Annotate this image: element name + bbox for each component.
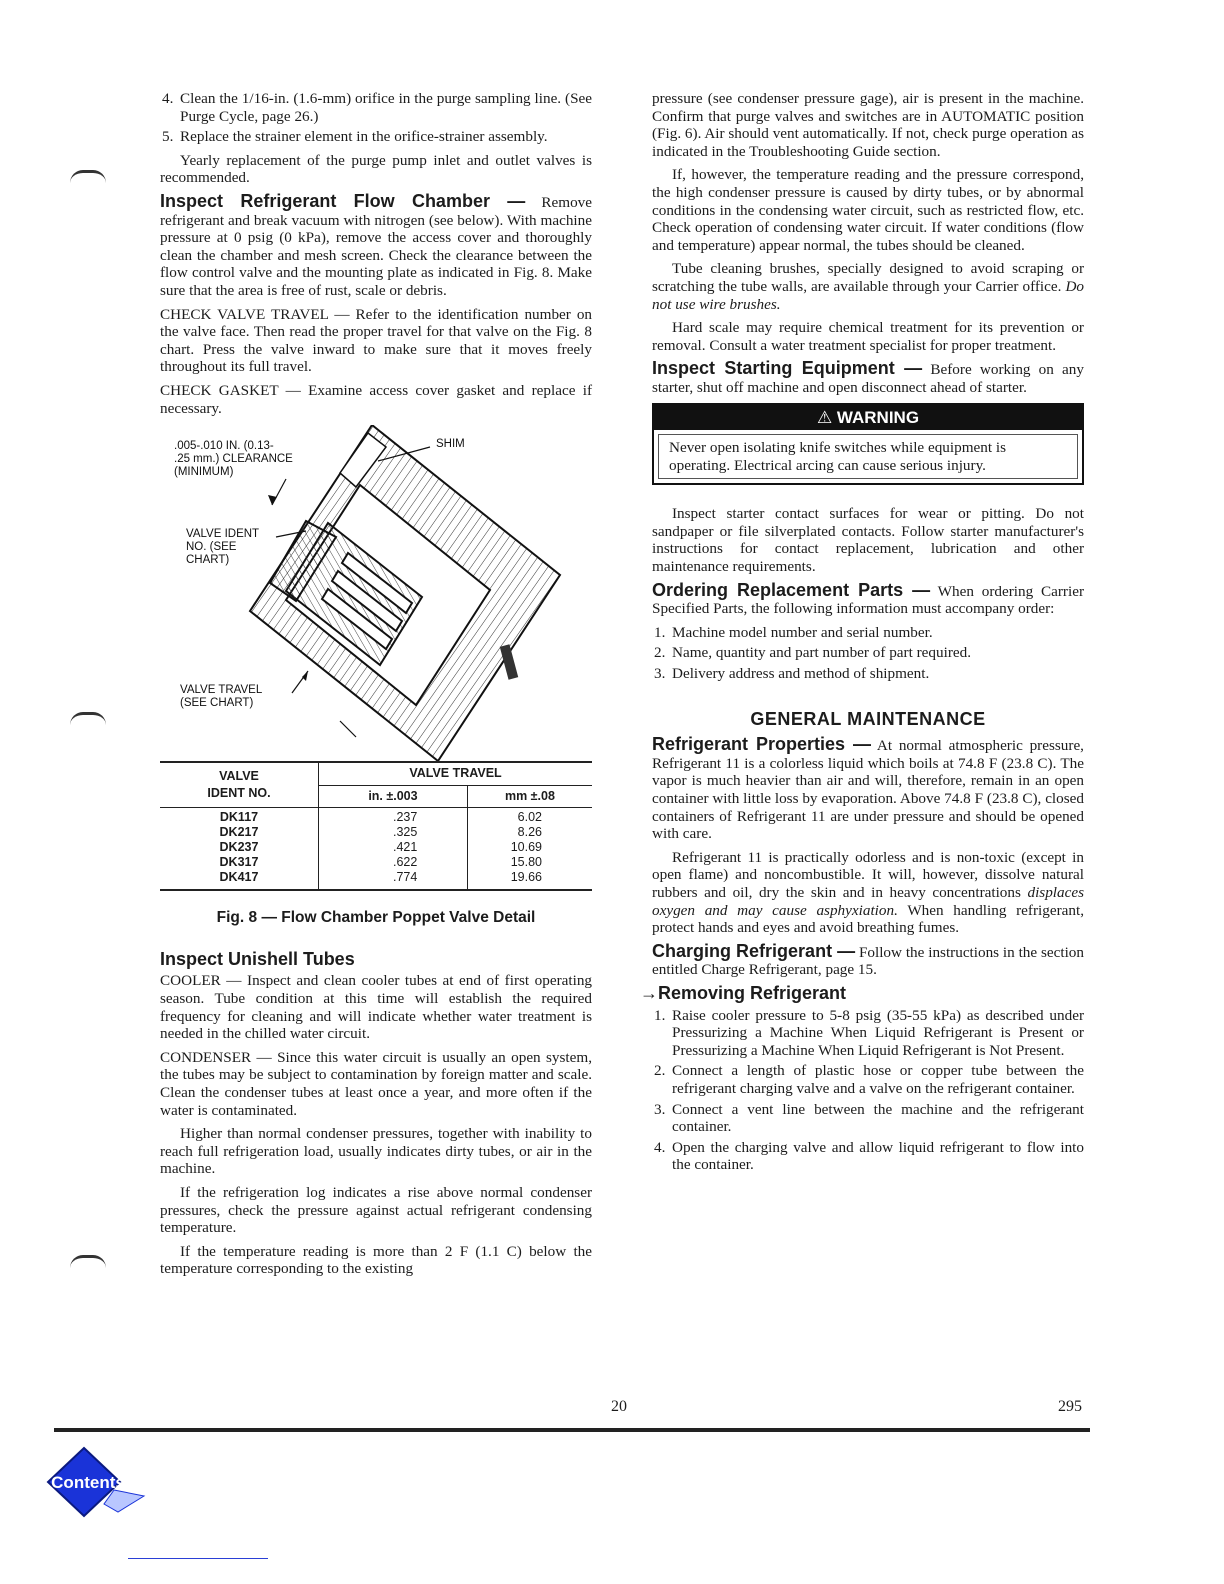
- valve-travel-table: [160, 761, 592, 891]
- section-heading: Charging Refrigerant —: [652, 940, 856, 961]
- figure-label: NO. (SEE: [186, 541, 237, 554]
- list-item: 4. Clean the 1/16-in. (1.6-mm) orifice in the purge sampling line. (See Purge Cycle, page 26.): [162, 90, 592, 125]
- figure-label: (MINIMUM): [174, 466, 234, 479]
- section-heading: Refrigerant Properties —: [652, 734, 871, 755]
- yearly-paragraph: Yearly replacement of the purge pump inlet and outlet valves is recommended.: [160, 151, 592, 187]
- binder-hole-mark: [70, 170, 106, 183]
- document-number: 295: [1058, 1398, 1082, 1415]
- list-item: 1. Raise cooler pressure to 5-8 psig (35-55 kPa) as described under Pressurizing a Machine When Liquid Refrigerant is Present or Pressurizing a Machine When Liquid Refrigerant is Not Present.: [654, 1006, 1084, 1059]
- right-column: [640, 90, 1085, 1180]
- ordering-list: [652, 624, 1084, 683]
- ordering-paragraph: Ordering Replacement Parts — When ordering Carrier Specified Parts, the following information must accompany order:: [652, 579, 1085, 618]
- warning-text: Never open isolating knife switches while equipment is operating. Electrical arcing can cause serious injury.: [658, 434, 1078, 479]
- table-header: VALVE TRAVEL: [319, 762, 593, 785]
- figure-label: VALVE TRAVEL: [180, 684, 263, 697]
- list-item: 2. Name, quantity and part number of part required.: [654, 644, 972, 662]
- table-row: DK217 .325 8.26: [160, 825, 592, 840]
- figure-label: (SEE CHART): [180, 697, 254, 710]
- list-item: 3. Connect a vent line between the machine and the refrigerant container.: [654, 1100, 1084, 1136]
- table-row: DK117 .237 6.02: [160, 808, 592, 826]
- r11-paragraph: Refrigerant 11 is practically odorless and is non-toxic (except in open flame) and noncombustible. It will, however, dissolve natural rubbers and oil, dry the skin and in heavy concentrations displaces oxygen and may cause asphyxiation. When handling refrigerant, protect hands and eyes and avoid breathing fumes.: [652, 848, 1084, 937]
- section-heading: Inspect Refrigerant Flow Chamber —: [160, 190, 526, 211]
- cooler-paragraph: COOLER — Inspect and clean cooler tubes at end of first operating season. Tube condition at this time will establish the required frequency for cleaning and will indicate whether water treatment is needed in the chilled water circuit.: [160, 972, 593, 1043]
- list-item: 2. Connect a length of plastic hose or copper tube between the refrigerant charging valve and a valve on the refrigerant container.: [654, 1062, 1084, 1097]
- table-row: DK237 .421 10.69: [160, 840, 592, 855]
- contents-diamond-icon: [44, 1446, 148, 1518]
- brushes-paragraph: Tube cleaning brushes, specially designed to avoid scraping or scratching the tube walls, are available through your Carrier office. Do not use wire brushes.: [652, 260, 1085, 313]
- poppet-valve-figure: [160, 425, 592, 761]
- contents-link-underline: [128, 1558, 268, 1559]
- however-paragraph: If, however, the temperature reading and the pressure correspond, the high condenser pressure is caused by dirty tubes, or by abnormal conditions in the condensing water circuit, such as restricted flow, etc. Check operation of condensing water circuit. If water conditions (flow and temperature) appear normal, the tubes should be cleaned.: [652, 166, 1084, 254]
- figure-label: SHIM: [436, 438, 465, 451]
- higher-paragraph: Higher than normal condenser pressures, together with inability to reach full refrigeration load, usually indicates dirty tubes, or air in the machine.: [160, 1125, 592, 1178]
- table-row: DK317 .622 15.80: [160, 855, 592, 870]
- temperature-paragraph: If the temperature reading is more than 2 F (1.1 C) below the temperature corresponding to the existing: [160, 1242, 592, 1278]
- section-heading: Ordering Replacement Parts —: [652, 579, 931, 600]
- table-header: VALVE IDENT NO.: [160, 762, 319, 808]
- page-number: 20: [611, 1398, 627, 1415]
- list-item: 4. Open the charging valve and allow liquid refrigerant to flow into the container.: [654, 1138, 1084, 1174]
- warning-box: [652, 403, 1084, 486]
- figure-label: CHART): [186, 554, 230, 567]
- contents-button[interactable]: [44, 1446, 148, 1518]
- section-heading: Inspect Starting Equipment —: [652, 358, 923, 379]
- left-column: [160, 90, 592, 1284]
- section-heading: →Removing Refrigerant: [640, 982, 847, 1003]
- condenser-paragraph: CONDENSER — Since this water circuit is usually an open system, the tubes may be subject to contamination by foreign matter and scale. Clean the condenser tubes at least once a year, and more often if the water is contaminated.: [160, 1048, 592, 1119]
- hard-scale-paragraph: Hard scale may require chemical treatment for its prevention or removal. Consult a water treatment specialist for proper treatment.: [652, 319, 1084, 354]
- flow-chamber-paragraph: Inspect Refrigerant Flow Chamber — Remove refrigerant and break vacuum with nitrogen (see below). With machine pressure at 0 psig (0 kPa), remove the access cover and thoroughly clean the chamber and mesh screen. Check the clearance between the flow control valve and the mounting plate as indicated in Fig. 8. Make sure that the area is free of rust, scale or debris.: [160, 190, 593, 299]
- charging-paragraph: Charging Refrigerant — Follow the instructions in the section entitled Charge Refrigerant, page 15.: [652, 940, 1084, 979]
- binder-hole-mark: [70, 1255, 106, 1268]
- check-gasket-paragraph: CHECK GASKET — Examine access cover gasket and replace if necessary.: [160, 381, 592, 417]
- contents-label: Contents: [51, 1473, 125, 1492]
- figure-label: VALVE IDENT: [186, 528, 260, 541]
- general-maintenance-heading: GENERAL MAINTENANCE: [750, 708, 986, 729]
- starting-equipment-paragraph: Inspect Starting Equipment — Before working on any starter, shut off machine and open disconnect ahead of starter.: [652, 358, 1084, 396]
- continued-paragraph: pressure (see condenser pressure gage), air is present in the machine. Confirm that purge valves and switches are in AUTOMATIC position (Fig. 6). Air should vent automatically. If not, check purge operation as indicated in the Troubleshooting Guide section.: [652, 90, 1084, 160]
- removing-list: [652, 1007, 1084, 1174]
- check-valve-travel-paragraph: CHECK VALVE TRAVEL — Refer to the identification number on the valve face. Then read the proper travel for that valve on the Fig. 8 chart. Press the valve inward to make sure that it moves freely throughout its full travel.: [160, 305, 593, 376]
- table-row: DK417 .774 19.66: [160, 870, 592, 890]
- table-header: in. ±.003: [319, 785, 468, 808]
- contact-paragraph: Inspect starter contact surfaces for wear or pitting. Do not sandpaper or file silverplated contacts. Follow starter manufacturer's instructions for contact replacement, lubrication and other maintenance requirements.: [652, 505, 1084, 576]
- list-item: 1. Machine model number and serial number.: [654, 623, 933, 641]
- table-header: mm ±.08: [467, 785, 592, 808]
- refrigerant-properties-paragraph: Refrigerant Properties — At normal atmospheric pressure, Refrigerant 11 is a colorless liquid which boils at 74.8 F (23.8 C). The vapor is much heavier than air and will, therefore, remain in an open container with little loss by evaporation. Above 74.8 F (23.8 C), closed containers of Refrigerant 11 are under pressure and should be opened with care.: [652, 734, 1084, 843]
- figure-label: .25 mm.) CLEARANCE: [174, 453, 293, 466]
- binder-hole-mark: [70, 712, 106, 725]
- purge-steps-list: [160, 90, 592, 146]
- section-heading: Inspect Unishell Tubes: [160, 948, 355, 969]
- log-paragraph: If the refrigeration log indicates a rise above normal condenser pressures, check the pressure against actual refrigerant condensing temperature.: [160, 1184, 592, 1237]
- poppet-valve-drawing: [160, 425, 592, 761]
- figure-label: .005-.010 IN. (0.13-: [174, 440, 274, 453]
- list-item: 3. Delivery address and method of shipment.: [654, 665, 930, 683]
- page-rule: [54, 1428, 1090, 1432]
- list-item: 5. Replace the strainer element in the orifice-strainer assembly.: [162, 128, 548, 146]
- warning-title: ⚠ WARNING: [654, 405, 1082, 431]
- figure-caption: Fig. 8 — Flow Chamber Poppet Valve Detail: [216, 909, 536, 927]
